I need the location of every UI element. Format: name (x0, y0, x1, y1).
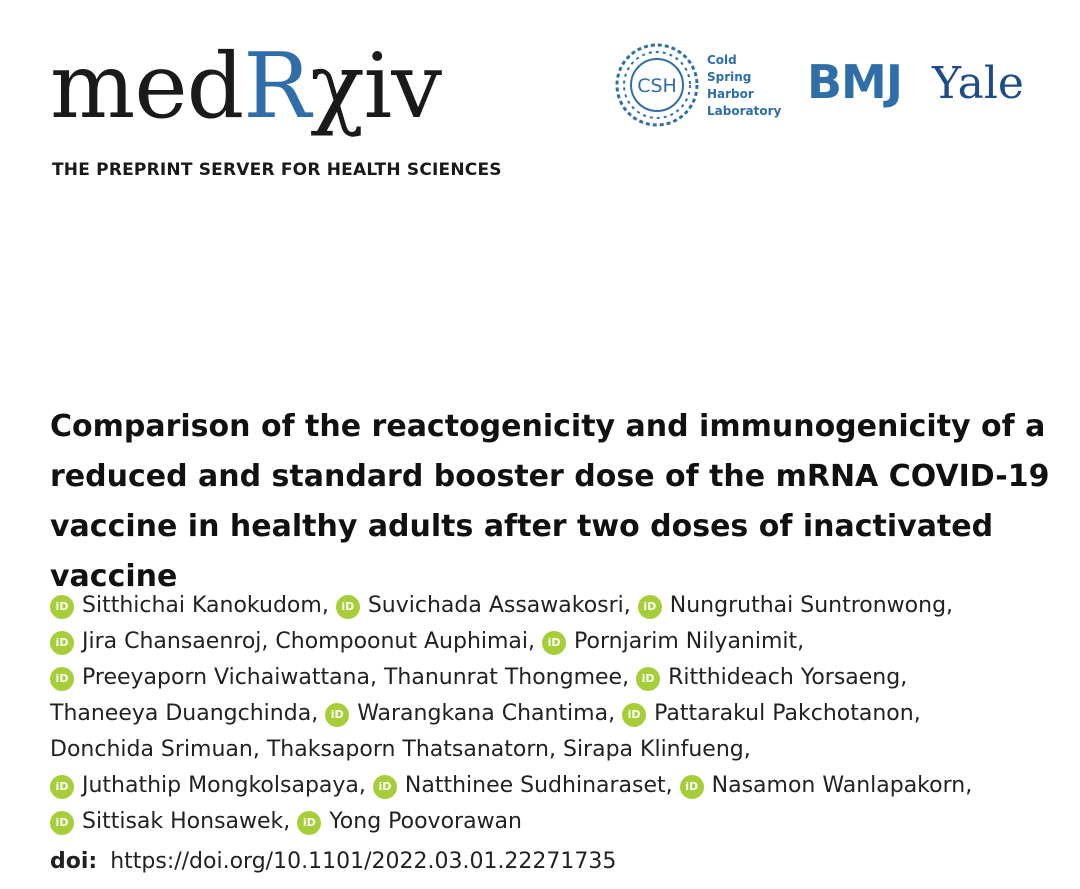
author-name: Preeyaporn Vichaiwattana (82, 665, 370, 690)
doi-label: doi: (50, 849, 98, 874)
author-name: Nasamon Wanlapakorn (711, 773, 966, 798)
author[interactable]: iD Jira Chansaenroj, (50, 629, 268, 654)
orcid-icon[interactable]: iD (680, 775, 704, 799)
csh-name-line: Cold (707, 53, 737, 67)
doi-link[interactable]: https://doi.org/10.1101/2022.03.01.22271735 (110, 849, 617, 874)
partner-logos (612, 40, 1042, 130)
yale-logo: Yale (932, 58, 1024, 109)
author-name: Warangkana Chantima (357, 701, 609, 726)
medrxiv-wordmark (50, 32, 441, 142)
csh-name-line: Spring (707, 70, 752, 84)
author-name: Chompoonut Auphimai (275, 629, 529, 654)
orcid-icon[interactable]: iD (373, 775, 397, 799)
author[interactable]: iD Warangkana Chantima, (325, 701, 615, 726)
orcid-icon[interactable]: iD (325, 703, 349, 727)
orcid-icon[interactable]: iD (636, 667, 660, 691)
wordmark-med: med (50, 34, 244, 139)
author-name: Pattarakul Pakchotanon (654, 701, 914, 726)
author-name: Donchida Srimuan (50, 737, 253, 762)
author[interactable]: iD Nungruthai Suntronwong, (638, 593, 953, 618)
orcid-icon[interactable]: iD (622, 703, 646, 727)
author-name: Nungruthai Suntronwong (669, 593, 947, 618)
orcid-icon[interactable]: iD (50, 595, 74, 619)
doi-line (50, 846, 616, 878)
author-name: Natthinee Sudhinaraset (404, 773, 666, 798)
wordmark-r: R (243, 34, 310, 139)
author[interactable]: iD Nasamon Wanlapakorn, (680, 773, 973, 798)
author[interactable]: iD Juthathip Mongkolsapaya, (50, 773, 366, 798)
author[interactable] (297, 809, 522, 834)
orcid-icon[interactable]: iD (638, 595, 662, 619)
medrxiv-logo[interactable] (50, 32, 530, 182)
author-name: Jira Chansaenroj (82, 629, 262, 654)
paper-title: Comparison of the reactogenicity and immunogenicity of a reduced and standard booster dose of the mRNA COVID-19 vaccine in healthy adults after two doses of inactivated vaccine (50, 409, 1050, 594)
author[interactable]: Donchida Srimuan, (50, 737, 260, 762)
orcid-icon[interactable]: iD (50, 811, 74, 835)
author-name: Thanunrat Thongmee (383, 665, 623, 690)
author-name: Suvichada Assawakosri (367, 593, 624, 618)
csh-seal-text: CSH (637, 75, 677, 97)
csh-name (707, 52, 797, 120)
author[interactable]: iD Pornjarim Nilyanimit, (542, 629, 804, 654)
author-name: Thaneeya Duangchinda (50, 701, 312, 726)
orcid-icon[interactable]: iD (50, 631, 74, 655)
author-name: Sirapa Klinfueng (562, 737, 744, 762)
csh-name-line: Laboratory (707, 104, 782, 118)
author[interactable]: iD Suvichada Assawakosri, (336, 593, 631, 618)
orcid-icon[interactable]: iD (50, 667, 74, 691)
orcid-icon[interactable]: iD (336, 595, 360, 619)
author-name: Sitthichai Kanokudom (82, 593, 322, 618)
author[interactable]: Chompoonut Auphimai, (275, 629, 536, 654)
author[interactable]: Sirapa Klinfueng, (562, 737, 751, 762)
author[interactable]: iD Ritthideach Yorsaeng, (636, 665, 907, 690)
author[interactable]: iD Sitthichai Kanokudom, (50, 593, 329, 618)
author[interactable]: iD Natthinee Sudhinaraset, (373, 773, 673, 798)
author-name: Ritthideach Yorsaeng (668, 665, 901, 690)
orcid-icon[interactable]: iD (542, 631, 566, 655)
author-name: Yong Poovorawan (329, 809, 522, 834)
author[interactable]: Thaksaporn Thatsanatorn, (266, 737, 556, 762)
author[interactable]: iD Preeyaporn Vichaiwattana, (50, 665, 377, 690)
author-name: Thaksaporn Thatsanatorn (266, 737, 549, 762)
author[interactable]: Thanunrat Thongmee, (383, 665, 630, 690)
csh-seal-icon (612, 40, 702, 130)
bmj-logo: BMJ (807, 55, 902, 109)
csh-name-line: Harbor (707, 87, 754, 101)
author[interactable]: iD Sittisak Honsawek, (50, 809, 290, 834)
author-list (50, 588, 1060, 840)
author-name: Pornjarim Nilyanimit (574, 629, 798, 654)
orcid-icon[interactable]: iD (50, 775, 74, 799)
author-name: Sittisak Honsawek (82, 809, 284, 834)
wordmark-xiv: χiv (309, 34, 442, 139)
orcid-icon[interactable]: iD (297, 811, 321, 835)
author-name: Juthathip Mongkolsapaya (82, 773, 359, 798)
tagline: THE PREPRINT SERVER FOR HEALTH SCIENCES (52, 160, 502, 180)
author[interactable]: iD Pattarakul Pakchotanon, (622, 701, 921, 726)
author[interactable]: Thaneeya Duangchinda, (50, 701, 319, 726)
